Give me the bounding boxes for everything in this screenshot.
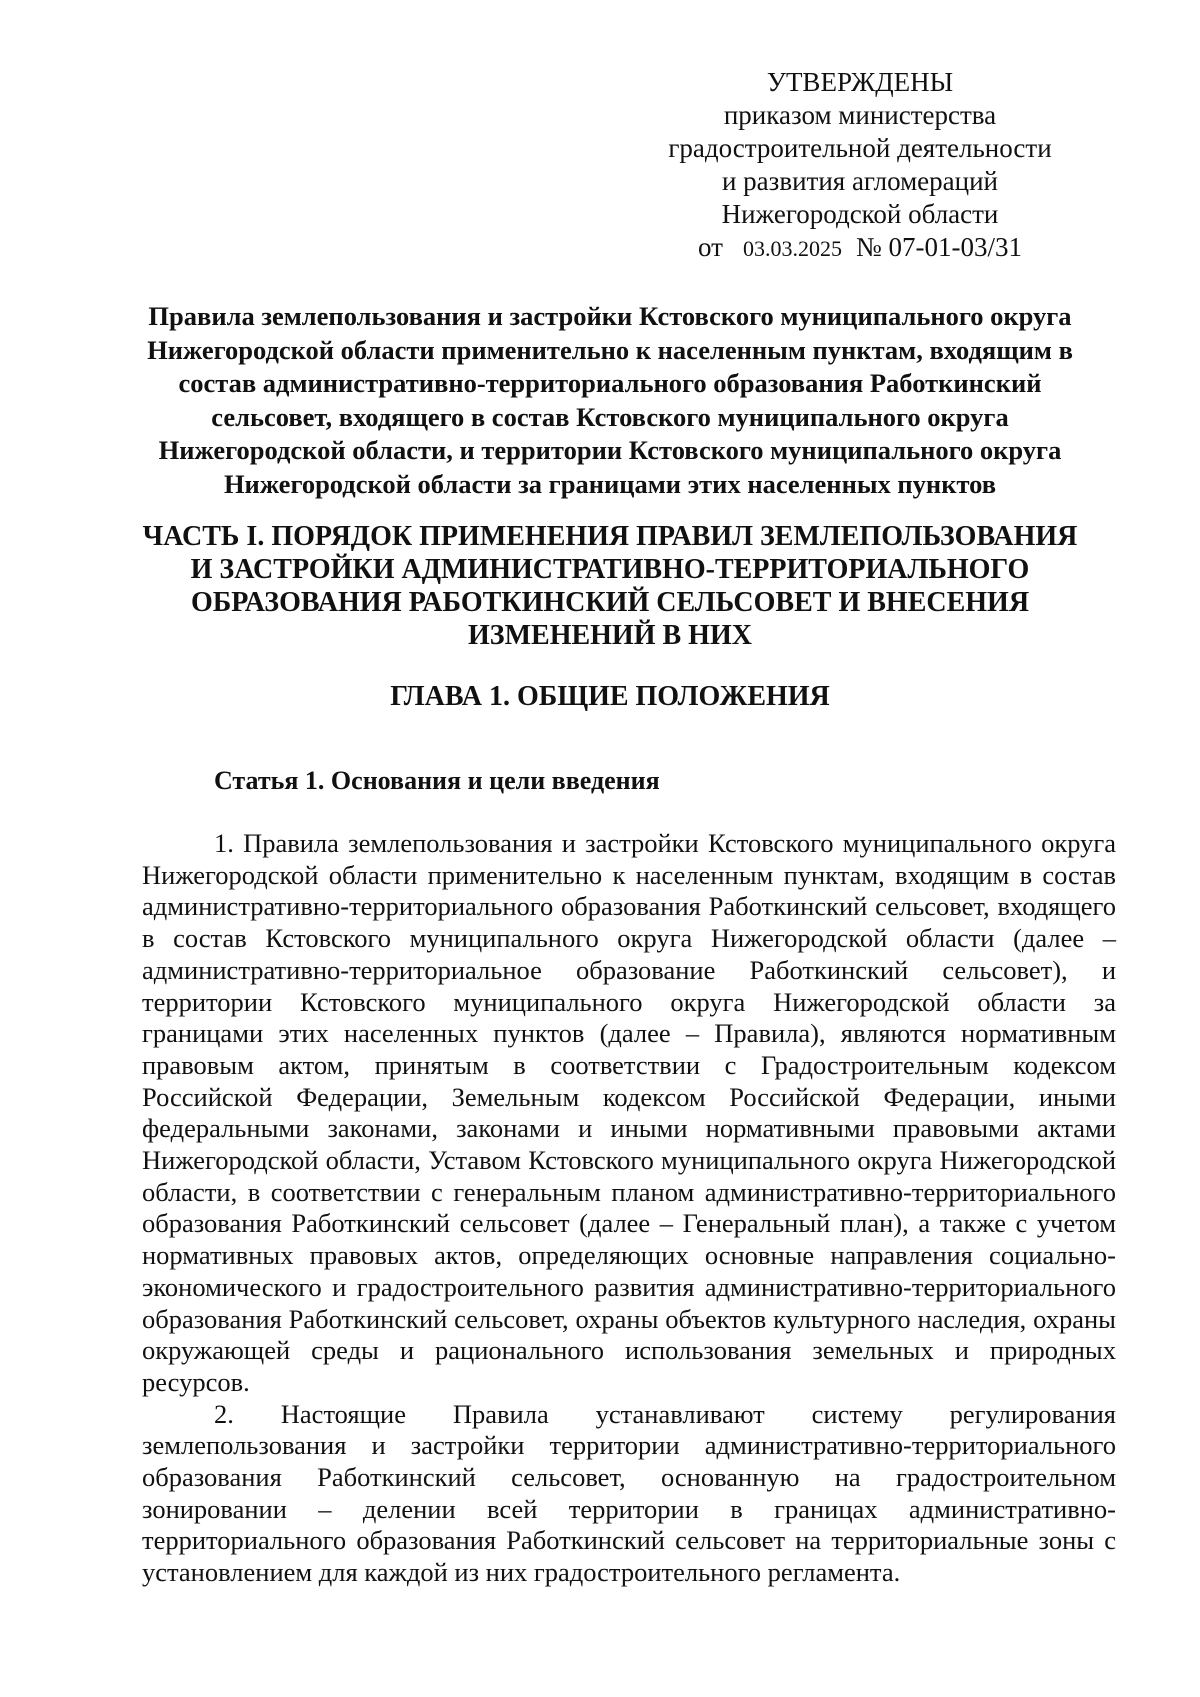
document-title: Правила землепользования и застройки Кстовского муниципального округа Нижегородской области применительно к населенным пунктам, входящим в состав административно-территориального образования Работкинский сельсовет, входящего в состав Кстовского муниципального округа Нижегородской области, и территории Кстовского муниципального округа Нижегородской области за границами этих населенных пунктов [147, 301, 1073, 499]
article-body [142, 828, 1116, 1589]
paragraph-1: 1. Правила землепользования и застройки Кстовского муниципального округа Нижегородской области применительно к населенным пунктам, входящим в состав административно-территориального образования Работкинский сельсовет, входящего в состав Кстовского муниципального округа Нижегородской области (далее – административно-территориальное образование Работкинский сельсовет), и территории Кстовского муниципального округа Нижегородской области за границами этих населенных пунктов (далее – Правила), являются нормативным правовым актом, принятым в соответствии с Градостроительным кодексом Российской Федерации, Земельным кодексом Российской Федерации, иными федеральными законами, законами и иными нормативными правовыми актами Нижегородской области, Уставом Кстовского муниципального округа Нижегородской области, в соответствии с генеральным планом административно-территориального образования Работкинский сельсовет (далее – Генеральный план), а также с учетом нормативных правовых актов, определяющих основные направления социально-экономического и градостроительного развития административно-территориального образования Работкинский сельсовет, охраны объектов культурного наследия, охраны окружающей среды и рационального использования земельных и природных ресурсов. [142, 828, 1116, 1397]
approval-line-3: и развития агломераций [721, 166, 998, 196]
approval-order-line [640, 231, 1080, 265]
approval-number: № 07-01-03/31 [855, 232, 1022, 262]
paragraph-2: 2. Настоящие Правила устанавливают систему регулирования землепользования и застройки территории административно-территориального образования Работкинский сельсовет, основанную на градостроительном зонировании – делении всей территории в границах административно-территориального образования Работкинский сельсовет на территориальные зоны с установлением для каждой из них градостроительного регламента. [142, 1398, 1116, 1588]
approval-date: 03.03.2025 [742, 236, 842, 261]
approval-line-1: приказом министерства [723, 100, 997, 130]
approval-line-4: Нижегородской области [721, 199, 999, 229]
chapter-title: ГЛАВА 1. ОБЩИЕ ПОЛОЖЕНИЯ [390, 681, 830, 712]
approval-heading: УТВЕРЖДЕНЫ [766, 67, 954, 97]
part-title: ЧАСТЬ I. ПОРЯДОК ПРИМЕНЕНИЯ ПРАВИЛ ЗЕМЛЕПОЛЬЗОВАНИЯ И ЗАСТРОЙКИ АДМИНИСТРАТИВНО-ТЕРРИТОРИАЛЬНОГО ОБРАЗОВАНИЯ РАБОТКИНСКИЙ СЕЛЬСОВЕТ И ВНЕСЕНИЯ ИЗМЕНЕНИЙ В НИХ [142, 521, 1078, 651]
approval-stamp [640, 66, 1080, 265]
approval-date-prefix: от [698, 232, 723, 262]
approval-line-2: градостроительной деятельности [668, 133, 1052, 163]
article-title: Статья 1. Основания и цели введения [214, 766, 660, 795]
